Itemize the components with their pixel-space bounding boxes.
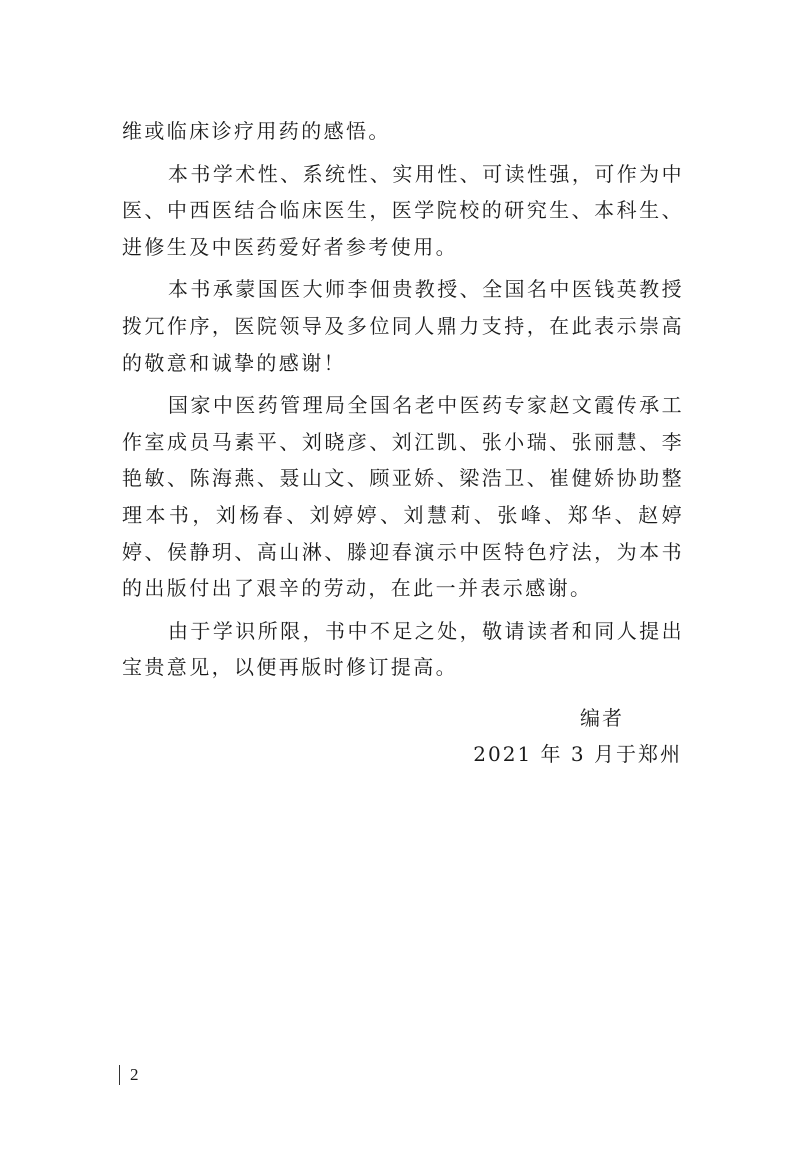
paragraph-continuation: 维或临床诊疗用药的感悟。 xyxy=(122,119,391,143)
page-number: 2 xyxy=(130,1065,139,1084)
paragraph-audience: 本书学术性、系统性、实用性、可读性强，可作为中医、中西医结合临床医生，医学院校的研究生、本科生、进修生及中医药爱好者参考使用。 xyxy=(122,161,684,259)
paragraph-acknowledgement-foreword: 本书承蒙国医大师李佃贵教授、全国名中医钱英教授拨冗作序，医院领导及多位同人鼎力支持，在此表示崇高的敬意和诚挚的感谢！ xyxy=(122,277,684,375)
signature-block xyxy=(473,700,682,772)
signature-date: 2021 年 3 月于郑州 xyxy=(473,742,682,766)
preface-body xyxy=(122,113,684,692)
paragraph-closing: 由于学识所限，书中不足之处，敬请读者和同人提出宝贵意见，以便再版时修订提高。 xyxy=(122,618,684,680)
signature-author: 编者 xyxy=(580,706,624,730)
page-footer xyxy=(119,1065,139,1085)
footer-divider xyxy=(119,1065,120,1085)
paragraph-acknowledgement-contributors: 国家中医药管理局全国名老中医药专家赵文霞传承工作室成员马素平、刘晓彦、刘江凯、张小瑞、张丽慧、李艳敏、陈海燕、聂山文、顾亚娇、梁浩卫、崔健娇协助整理本书，刘杨春、刘婷婷、刘慧莉、张峰、郑华、赵婷婷、侯静玥、高山淋、滕迎春演示中医特色疗法，为本书的出版付出了艰辛的劳动，在此一并表示感谢。 xyxy=(122,393,684,601)
